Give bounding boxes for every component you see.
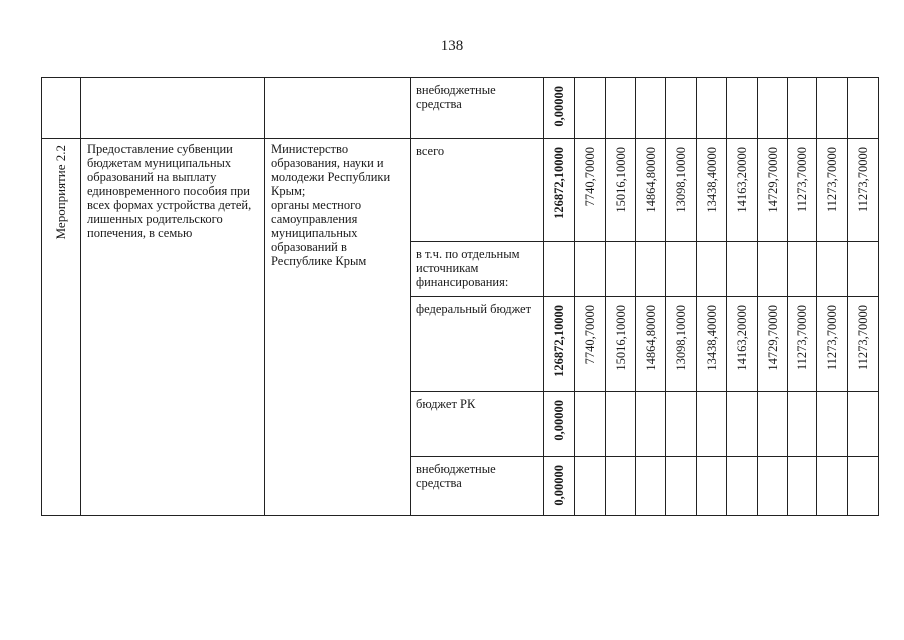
value-cell: [636, 242, 666, 297]
year-value: 14729,70000: [765, 147, 780, 213]
year-value: 14163,20000: [735, 305, 749, 371]
value-cell: [697, 78, 727, 139]
value-cell: [817, 139, 848, 242]
budget-table: [41, 77, 879, 516]
source-cell: [411, 392, 544, 457]
year-value: 15016,10000: [613, 305, 628, 371]
value-cell: [848, 457, 879, 516]
executor-line: органы местного: [271, 198, 362, 212]
empty-cell: [81, 78, 265, 139]
value-cell: [758, 297, 788, 392]
value-cell: [575, 297, 606, 392]
value-cell: [758, 392, 788, 457]
value-cell: [727, 242, 758, 297]
value-cell: [606, 392, 636, 457]
source-label: внебюджетные средства: [416, 462, 496, 490]
value-cell: [575, 457, 606, 516]
total-cell: [544, 242, 575, 297]
year-value: 13438,40000: [704, 147, 719, 213]
value-cell: [817, 242, 848, 297]
value-cell: [666, 242, 697, 297]
total-cell: [544, 297, 575, 392]
value-cell: [606, 78, 636, 139]
measure-label: Мероприятие 2.2: [53, 145, 68, 240]
value-cell: [575, 242, 606, 297]
measure-label-cell: [42, 139, 81, 516]
total-value: 126872,10000: [552, 305, 566, 377]
value-cell: [727, 139, 758, 242]
year-value: 14864,80000: [643, 147, 658, 213]
value-cell: [636, 297, 666, 392]
value-cell: [758, 78, 788, 139]
value-cell: [727, 392, 758, 457]
total-cell: [544, 139, 575, 242]
value-cell: [727, 457, 758, 516]
total-value: 0,00000: [552, 400, 566, 441]
year-value: 11273,70000: [795, 305, 809, 371]
value-cell: [666, 457, 697, 516]
value-cell: [697, 242, 727, 297]
total-cell: [544, 392, 575, 457]
value-cell: [788, 78, 817, 139]
value-cell: [817, 78, 848, 139]
year-value: 14163,20000: [735, 147, 749, 213]
source-cell: [411, 139, 544, 242]
year-value: 11273,70000: [825, 305, 839, 371]
executor-line: муниципальных: [271, 226, 358, 240]
executor-text: [265, 139, 410, 268]
total-value: 0,00000: [552, 465, 566, 506]
value-cell: [606, 242, 636, 297]
year-value: 11273,70000: [825, 147, 839, 213]
value-cell: [666, 78, 697, 139]
value-cell: [817, 392, 848, 457]
value-cell: [788, 297, 817, 392]
source-label: внебюджетные средства: [416, 83, 496, 111]
value-cell: [697, 392, 727, 457]
value-cell: [666, 392, 697, 457]
empty-cell: [42, 78, 81, 139]
table-row-top: [42, 78, 879, 139]
value-cell: [575, 78, 606, 139]
year-value: 7740,70000: [583, 305, 597, 365]
value-cell: [606, 139, 636, 242]
empty-cell: [265, 78, 411, 139]
executor-line: Министерство: [271, 142, 349, 156]
year-value: 13438,40000: [704, 305, 719, 371]
year-value: 14729,70000: [765, 305, 780, 371]
source-cell: [411, 78, 544, 139]
year-value: 7740,70000: [583, 147, 597, 207]
source-label: в т.ч. по отдельным источникам финансирования:: [416, 247, 520, 289]
source-cell: [411, 242, 544, 297]
value-cell: [575, 139, 606, 242]
value-cell: [788, 457, 817, 516]
value-cell: [606, 457, 636, 516]
year-value: 13098,10000: [674, 305, 688, 371]
executor-line: самоуправления: [271, 212, 358, 226]
source-label: бюджет РК: [416, 397, 476, 411]
executor-line: молодежи Республики: [271, 170, 391, 184]
value-cell: [636, 457, 666, 516]
value-cell: [788, 392, 817, 457]
source-label: всего: [416, 144, 445, 158]
value-cell: [758, 139, 788, 242]
total-value: 126872,10000: [552, 147, 566, 219]
value-cell: [848, 78, 879, 139]
value-cell: [758, 457, 788, 516]
table-row: [42, 139, 879, 242]
measure-description: Предоставление субвенции бюджетам муниципальных образований на выплату единовременного пособия при всех формах устройства детей, лишенных родительского попечения, в семью: [87, 142, 252, 240]
value-cell: [758, 242, 788, 297]
source-label: федеральный бюджет: [416, 302, 532, 316]
value-cell: [788, 139, 817, 242]
page-number: 138: [440, 38, 464, 54]
value-cell: [848, 242, 879, 297]
measure-description-cell: [81, 139, 265, 516]
value-cell: [606, 297, 636, 392]
value-cell: [697, 457, 727, 516]
executor-line: образования, науки и: [271, 156, 384, 170]
value-cell: [727, 78, 758, 139]
value-cell: [848, 392, 879, 457]
value-cell: [788, 242, 817, 297]
year-value: 11273,70000: [856, 305, 870, 371]
value-cell: [636, 78, 666, 139]
value-cell: [636, 392, 666, 457]
value-cell: [817, 297, 848, 392]
value-cell: [727, 297, 758, 392]
year-value: 11273,70000: [795, 147, 809, 213]
value-cell: [666, 297, 697, 392]
value-cell: [575, 392, 606, 457]
value-cell: [697, 297, 727, 392]
source-cell: [411, 297, 544, 392]
executor-line: Республике Крым: [271, 254, 367, 268]
year-value: 14864,80000: [643, 305, 658, 371]
executor-line: Крым;: [271, 184, 306, 198]
source-cell: [411, 457, 544, 516]
value-cell: [848, 139, 879, 242]
value-cell: [848, 297, 879, 392]
value-cell: [697, 139, 727, 242]
year-value: 13098,10000: [674, 147, 688, 213]
value-cell: [817, 457, 848, 516]
total-cell: [544, 457, 575, 516]
year-value: 15016,10000: [613, 147, 628, 213]
value-cell: [666, 139, 697, 242]
total-value: 0,00000: [552, 86, 566, 127]
value-cell: [636, 139, 666, 242]
executor-cell: [265, 139, 411, 516]
year-value: 11273,70000: [856, 147, 870, 213]
total-cell: [544, 78, 575, 139]
executor-line: образований в: [271, 240, 347, 254]
